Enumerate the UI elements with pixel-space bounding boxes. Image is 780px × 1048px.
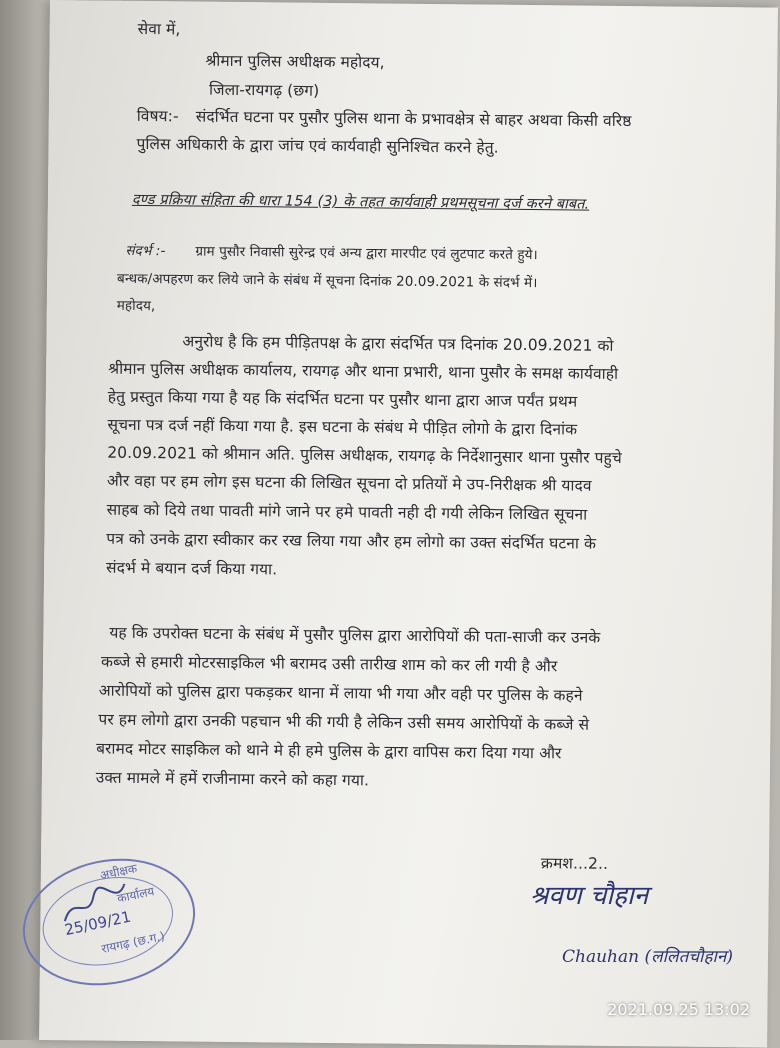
paragraph-line: बरामद मोटर साइकिल को थाने मे ही हमे पुलिस के द्वारा वापिस करा दिया गया और <box>96 739 562 763</box>
stamp-date-text: 25/09/21 <box>62 907 133 940</box>
reference-line-1: ग्राम पुसौर निवासी सुरेन्द्र एवं अन्य द्वारा मारपीट एवं लुटपाट करते हुये। <box>195 243 538 264</box>
signature-lalit: Chauhan (ललितचौहान) <box>562 947 733 967</box>
paragraph-line: कब्जे से हमारी मोटरसाइकिल भी बरामद उसी तारीख शाम को कर ली गयी है और <box>100 652 558 676</box>
paragraph-line: साहब को दिये तथा पावती मांगे जाने पर हमे पावती नही दी गयी लेकिन लिखित सूचना <box>106 500 588 524</box>
paragraph-line: पर हम लोगो द्वारा उनकी पहचान भी की गयी है लेकिन उसी समय आरोपियों के कब्जे से <box>98 710 590 734</box>
paragraph-line: पत्र को उनके द्वारा स्वीकार कर रख लिया गया और हम लोगो का उक्त संदर्भित घटना के <box>106 529 597 553</box>
paragraph-line: उक्त मामले में हमें राजीनामा करने को कहा गया. <box>95 768 370 790</box>
paragraph-line: यह कि उपरोक्त घटना के संबंध में पुसौर पुलिस द्वारा आरोपियों की पता-साजी कर उनके <box>109 623 601 647</box>
reference-line-2: बन्धक/अपहरण कर लिये जाने के संबंध में सूचना दिनांक 20.09.2021 के संदर्भ में। <box>117 270 538 292</box>
addressee-line-1: श्रीमान पुलिस अधीक्षक महोदय, <box>205 51 385 72</box>
reference-label: संदर्भ :- <box>125 242 166 260</box>
subject-label: विषय:- <box>136 106 179 126</box>
subject-line-2: पुलिस अधिकारी के द्वारा जांच एवं कार्यवाही सुनिश्चित करने हेतु. <box>136 134 499 157</box>
stamp-mid-text: कार्यालय <box>115 884 156 906</box>
paragraph-line: सूचना पत्र दर्ज नहीं किया गया है. इस घटना के संबंध मे पीड़ित लोगो के द्वारा दिनांक <box>107 415 578 439</box>
subject-line-1: संदर्भित घटना पर पुसौर पुलिस थाना के प्रभावक्षेत्र से बाहर अथवा किसी वरिष्ठ <box>195 107 632 131</box>
photo-timestamp: 2021.09.25 13:02 <box>607 1000 750 1019</box>
salutation: सेवा में, <box>137 19 181 39</box>
continued-marker: क्रमश...2.. <box>540 854 609 873</box>
paragraph-line: हेतु प्रस्तुत किया गया है यह कि संदर्भित घटना पर पुसौर थाना द्वारा आज पर्यंत प्रथम <box>107 387 578 411</box>
paragraph-line: श्रीमान पुलिस अधीक्षक कार्यालय, रायगढ़ और थाना प्रभारी, थाना पुसौर के समक्ष कार्यवाही <box>108 359 619 383</box>
heading: दण्ड प्रक्रिया संहिता की धारा 154 (3) के तहत कार्यवाही प्रथमसूचना दर्ज करने बाबत. <box>131 191 590 213</box>
addressee-line-2: जिला-रायगढ़ (छग) <box>208 80 320 100</box>
stamp-top-text: अधीक्षक <box>98 861 139 883</box>
paragraph-line: और वहा पर हम लोग इस घटना की लिखित सूचना दो प्रतियों मे उप-निरीक्षक श्री यादव <box>106 471 592 495</box>
signature-shravan: श्रवण चौहान <box>530 881 649 911</box>
paragraph-line: आरोपियों को पुलिस द्वारा पकड़कर थाना में लाया भी गया और वही पर पुलिस के कहने <box>98 681 583 705</box>
paragraph-line: संदर्भ मे बयान दर्ज किया गया. <box>105 558 278 579</box>
paragraph-line: 20.09.2021 को श्रीमान अति. पुलिस अधीक्षक, रायगढ़ के निर्देशानुसार थाना पुसौर पहुचे <box>107 443 622 468</box>
paragraph-line: अनुरोध है कि हम पीड़ितपक्ष के द्वारा संदर्भित पत्र दिनांक 20.09.2021 को <box>182 332 614 355</box>
stamp-bottom-text: रायगढ़ (छ.ग.) <box>100 928 166 957</box>
greeting: महोदय, <box>116 297 156 315</box>
